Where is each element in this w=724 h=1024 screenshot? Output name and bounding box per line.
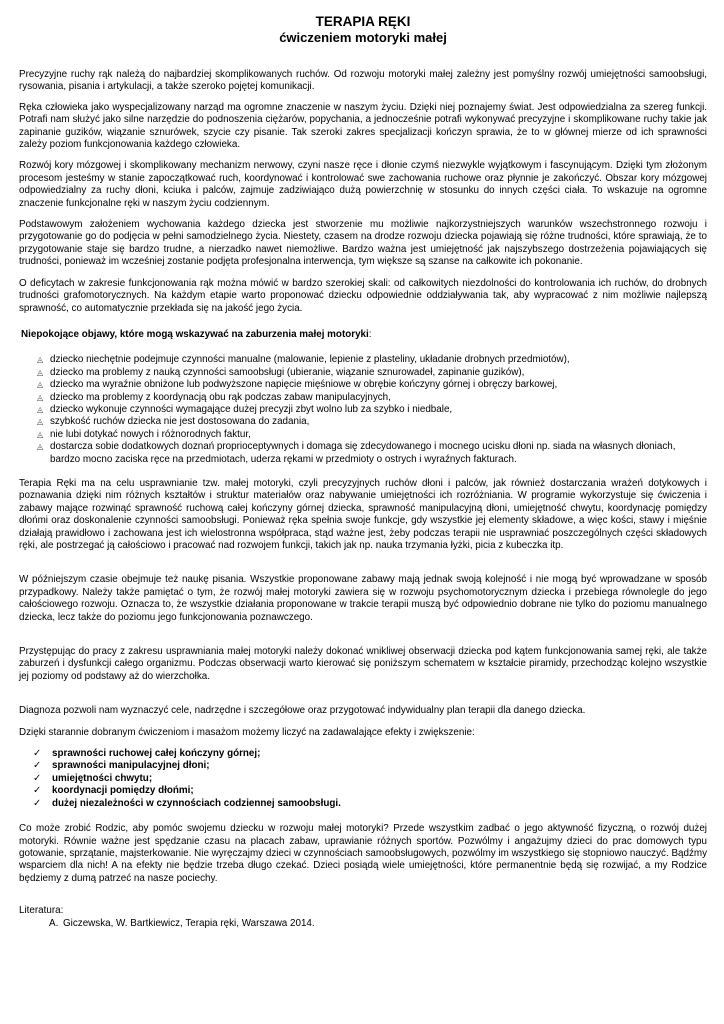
list-item xyxy=(37,441,707,466)
paragraph: Przystępując do pracy z zakresu usprawniania małej motoryki należy dokonać wnikliwej obserwacji dziecka pod kątem funkcjonowania samej ręki, ale także zaburzeń i dysfunkcji całego organizmu. Podczas obserwacji warto kierować się poniższym schematem w kształcie piramidy, przechodząc kolejno wszystkie jej poziomy od podstawy aż do wierzchołka. xyxy=(19,646,707,682)
paragraph: O deficytach w zakresie funkcjonowania rąk można mówić w bardzo szerokiej skali: od całkowitych niezdolności do kontrolowania ich ruchów, do drobnych trudności grafomotorycznych. Na każdym etapie warto proponować dziecku odpowiednie oddziaływania tak, aby wypracować z nim możliwie najlepszą sprawność, co automatycznie przekłada się na jakość jego życia. xyxy=(19,277,707,314)
paragraph: Dzięki starannie dobranym ćwiczeniom i masażom możemy liczyć na zadawalające efekty i zwiększenie: xyxy=(19,726,475,738)
list-item-text: szybkość ruchów dziecka nie jest dostosowana do zadania, xyxy=(50,416,310,428)
list-item xyxy=(37,392,707,404)
checkmark-icon: ✓ xyxy=(33,772,42,784)
list-item-text: sprawności manipulacyjnej dłoni; xyxy=(52,760,210,772)
list-item-text: dużej niezależności w czynnościach codziennej samoobsługi. xyxy=(52,797,341,809)
effects-list xyxy=(33,748,707,810)
document-page xyxy=(19,14,707,930)
warning-list xyxy=(37,354,707,466)
list-item xyxy=(37,379,707,391)
warning-triangle-icon: ◬ xyxy=(37,380,44,390)
literature-item-text: Giczewska, W. Bartkiewicz, Terapia ręki, Warszawa 2014. xyxy=(63,917,315,929)
list-item xyxy=(33,785,707,797)
paragraph: Podstawowym założeniem wychowania każdego dziecka jest stworzenie mu możliwie najkorzystniejszych warunków wszechstronnego rozwoju i przygotowanie go do podjęcia w pełni samodzielnego życia. Niestety, czasem na drodze rozwoju dziecka pojawiają się różne trudności, które sprawiają, że to przygotowanie staje się bardzo trudne, a nierzadko nawet niemożliwe. Bardzo ważna jest umiejętność jak najszybszego dostrzeżenia pojawiających się trudności, ponieważ im wcześniej zostanie podjęta profesjonalna interwencja, tym większe są szanse na całkowite ich pokonanie. xyxy=(19,219,707,268)
list-item-text: nie lubi dotykać nowych i różnorodnych faktur, xyxy=(50,428,251,440)
list-item-text: dziecko niechętnie podejmuje czynności manualne (malowanie, lepienie z plasteliny, układanie drobnych przedmiotów), xyxy=(50,354,570,366)
literature-list xyxy=(49,918,707,930)
checkmark-icon: ✓ xyxy=(33,797,42,809)
list-item xyxy=(37,367,707,379)
paragraph: Diagnoza pozwoli nam wyznaczyć cele, nadrzędne i szczegółowe oraz przygotować indywidualny plan terapii dla danego dziecka. xyxy=(19,705,586,717)
list-item-text: koordynacji pomiędzy dłońmi; xyxy=(52,785,194,797)
list-item xyxy=(37,416,707,428)
list-item xyxy=(37,354,707,366)
list-item-text: dziecko wykonuje czynności wymagające dużej precyzji zbyt wolno lub za szybko i niedbale, xyxy=(50,403,453,415)
therapy-section xyxy=(19,478,707,739)
checkmark-icon: ✓ xyxy=(33,760,42,772)
paragraph: Rozwój kory mózgowej i skomplikowany mechanizm nerwowy, czyni nasze ręce i dłonie czymś niezwykle wyjątkowym i fascynującym. Dzięki tym złożonym procesom jesteśmy w stanie zapoczątkować ruch, koordynować i kontrolować swe zachowania ruchowe oraz płynnie je zakończyć. Obszar kory mózgowej odpowiedzialny za ruchy dłoni, kciuka i palców, zajmuje zadziwiająco dużą powierzchnię w stosunku do innych części ciała. To wskazuje na ogromne znaczenie funkcjonalne ręki w naszym życiu codziennym. xyxy=(19,160,707,209)
warning-triangle-icon: ◬ xyxy=(37,429,44,439)
warning-heading xyxy=(21,329,707,341)
list-item-text: sprawności ruchowej całej kończyny górnej; xyxy=(52,748,261,760)
checkmark-icon: ✓ xyxy=(33,785,42,797)
list-item-text: dziecko ma wyraźnie obniżone lub podwyższone napięcie mięśniowe w obrębie kończyny górnej i obręczy barkowej, xyxy=(50,379,558,391)
document-title: TERAPIA RĘKI xyxy=(315,14,411,29)
literature-label: Literatura: xyxy=(19,905,64,917)
warning-triangle-icon: ◬ xyxy=(37,404,44,414)
warning-triangle-icon: ◬ xyxy=(37,417,44,427)
list-item xyxy=(33,760,707,772)
checkmark-icon: ✓ xyxy=(33,748,42,760)
document-subtitle: ćwiczeniem motoryki małej xyxy=(279,30,447,45)
literature-item xyxy=(49,918,707,930)
list-item-text: dostarcza sobie dodatkowych doznań proprioceptywnych i domaga się zdecydowanego i mocnego ucisku dłoni np. siada na własnych dłoniach, bardzo mocno zaciska ręce na przedmiotach, uderza rękami w przedmioty o ostrych i wyraźnych fakturach. xyxy=(50,441,676,465)
paragraph: Precyzyjne ruchy rąk należą do najbardziej skomplikowanych ruchów. Od rozwoju motoryki małej zależny jest pomyślny rozwój umiejętności samoobsługi, rysowania, pisania i artykulacji, a także szeroko pojętej komunikacji. xyxy=(19,69,707,93)
warning-triangle-icon: ◬ xyxy=(37,367,44,377)
list-item xyxy=(33,748,707,760)
intro-section xyxy=(19,69,707,315)
literature-section xyxy=(19,905,707,930)
list-item xyxy=(37,404,707,416)
paragraph: Terapia Ręki ma na celu usprawnianie tzw. małej motoryki, czyli precyzyjnych ruchów dłoni i palców, jak również dostarczania wrażeń dotykowych i poznawania dzięki nim różnych kształtów i struktur materiałów oraz nabywanie umiejętności ich rozróżniania. W programie wykorzystuje się ćwiczenia i zabawy mające rozwinąć sprawność ruchową całej kończyny górnej dziecka, sprawność manipulacyjną dłoni, umiejętność chwytu, koordynację pomiędzy dłońmi oraz doskonalenie czynności samoobsługi. Ponieważ ręka spełnia swoje funkcje, gdy wszystkie jej elementy składowe, a więc kości, stawy i mięśnie działają prawidłowo i zachowana jest ich wielostronna współpraca, stąd ważne jest, żeby podczas terapii nie usprawniać poszczególnych części składowych ręki, ale postrzegać ją całościowo i pracować nad rozwojem funkcji, takich jak np. nauka trzymania łyżki, picia z kubeczka itp. xyxy=(19,477,707,551)
list-item xyxy=(37,429,707,441)
literature-item-index: A. xyxy=(49,917,59,929)
closing-paragraph: Co może zrobić Rodzic, aby pomóc swojemu dziecku w rozwoju małej motoryki? Przede wszystkim zadbać o jego aktywność fizyczną, o rozwój dużej motoryki. Równie ważne jest spędzanie czasu na placach zabaw, uprawianie różnych sportów. Pozwólmy i angażujmy dzieci do prac domowych typu gotowanie, sprzątanie, majsterkowanie. Nie wyręczajmy dzieci w czynnościach samoobsługowych, pozwólmy im wszystkiego się stopniowo nauczyć. Bądźmy wsparciem dla nich! A na efekty nie będzie trzeba długo czekać. Dzieci posiądą wiele umiejętności, które permanentnie będą się rozwijać, a my Rodzice będziemy z dumą patrzeć na nasze pociechy. xyxy=(19,823,707,884)
warning-heading-colon: : xyxy=(368,328,372,340)
paragraph: Ręka człowieka jako wyspecjalizowany narząd ma ogromne znaczenie w naszym życiu. Dzięki niej poznajemy świat. Jest odpowiedzialna za szereg funkcji. Potrafi nam służyć jako silne narzędzie do podnoszenia ciężarów, popychania, a jednocześnie potrafi wykonywać precyzyjne i skomplikowane ruchy takie jak zapinanie guzików, wiązanie sznurówek, szycie czy pisanie. Tak szeroki zakres specjalizacji kończyn sprawia, że to w głównej mierze od ich sprawności zależy poziom funkcjonowania każdego człowieka. xyxy=(19,101,707,151)
warning-heading-text: Niepokojące objawy, które mogą wskazywać na zaburzenia małej motoryki xyxy=(21,328,369,340)
warning-triangle-icon: ◬ xyxy=(37,392,44,402)
list-item-text: dziecko ma problemy z koordynacją obu rąk podczas zabaw manipulacyjnych, xyxy=(50,391,391,403)
warning-triangle-icon: ◬ xyxy=(37,355,44,365)
warning-triangle-icon: ◬ xyxy=(37,442,44,452)
paragraph: W późniejszym czasie obejmuje też naukę pisania. Wszystkie proponowane zabawy mają jednak swoją kolejność i nie mogą być wprowadzane w sposób przypadkowy. Należy także pamiętać o tym, że rozwój małej motoryki zawiera się w rozwoju psychomotorycznym dziecka i przebiega równolegle do jego całościowego rozwoju. Oznacza to, że wszystkie działania proponowane w trakcie terapii muszą być odpowiednio dobrane nie tylko do poziomu manualnego dziecka, lecz także do poziomu jego funkcjonowania poznawczego. xyxy=(19,574,707,623)
list-item xyxy=(33,773,707,785)
list-item-text: umiejętności chwytu; xyxy=(52,772,153,784)
list-item xyxy=(33,798,707,810)
list-item-text: dziecko ma problemy z nauką czynności samoobsługi (ubieranie, wiązanie sznurowadeł, zapinanie guzików), xyxy=(50,366,525,378)
